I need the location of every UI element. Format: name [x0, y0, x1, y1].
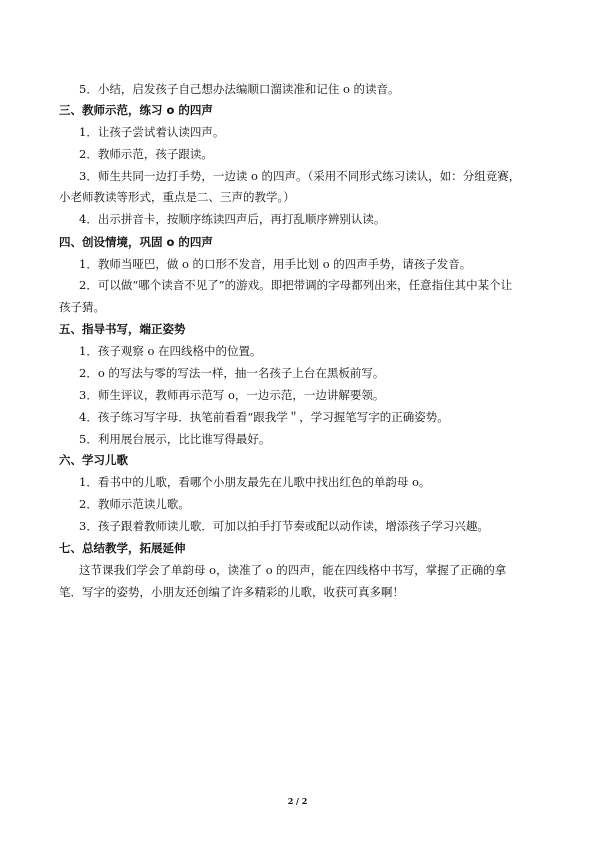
section-3-item-3-continued: 小老师教读等形式，重点是二、三声的教学。）	[59, 190, 295, 204]
section-6-item-2: 2．教师示范读儿歌。	[79, 497, 190, 511]
section-6-item-3: 3．孩子跟着教师读儿歌．可加以拍手打节奏或配以动作读，增添孩子学习兴趣。	[79, 519, 489, 533]
section-3-item-2: 2．教师示范，孩子跟读。	[79, 147, 213, 161]
section-3-item-3: 3．师生共同一边打手势，一边读 o 的四声。（采用不同形式练习读认，如：分组竞赛，	[79, 169, 521, 183]
section-5-item-3: 3．师生评议，教师再示范写 o，一边示范，一边讲解要领。	[79, 388, 385, 402]
section-5-item-2: 2．o 的写法与零的写法一样，抽一名孩子上台在黑板前写。	[79, 366, 385, 380]
section-4-item-2: 2．可以做“哪个读音不见了”的游戏。即把带调的字母都列出来，任意指住其中某个让	[79, 278, 513, 292]
section-5-item-4: 4．孩子练习写字母．执笔前看看“跟我学＂，学习握笔写字的正确姿势。	[79, 410, 449, 424]
section-3-item-4: 4．出示拼音卡，按顺序练读四声后，再打乱顺序辨别认读。	[79, 212, 386, 226]
section-6-item-1: 1．看书中的儿歌，看哪个小朋友最先在儿歌中找出红色的单韵母 o。	[79, 475, 431, 489]
section-4-item-1: 1．教师当哑巴，做 o 的口形不发音，用手比划 o 的四声手势，请孩子发音。	[79, 257, 472, 271]
page-number: 2 / 2	[287, 796, 308, 806]
conclusion-paragraph-line-1: 这节课我们学会了单韵母 o，读准了 o 的四声，能在四线格中书写，掌握了正确的拿	[79, 563, 507, 577]
section-heading-4: 四、创设情境，巩固 o 的四声	[59, 235, 213, 249]
section-heading-6: 六、学习儿歌	[59, 453, 128, 467]
conclusion-paragraph-line-2: 笔．写字的姿势，小朋友还创编了许多精彩的儿歌，收获可真多啊！	[59, 585, 404, 599]
section-heading-5: 五、指导书写，端正姿势	[59, 322, 186, 336]
section-heading-3: 三、教师示范，练习 o 的四声	[59, 103, 213, 117]
section-heading-7: 七、总结教学，拓展延伸	[59, 541, 186, 555]
section-3-item-1: 1．让孩子尝试着认读四声。	[79, 125, 225, 139]
section-5-item-5: 5．利用展台展示，比比谁写得最好。	[79, 432, 271, 446]
summary-item-5: 5．小结，启发孩子自己想办法编顺口溜读准和记住 o 的读音。	[79, 82, 400, 96]
section-4-item-2-continued: 孩子猜。	[59, 300, 105, 314]
section-5-item-1: 1．孩子观察 o 在四线格中的位置。	[79, 344, 262, 358]
